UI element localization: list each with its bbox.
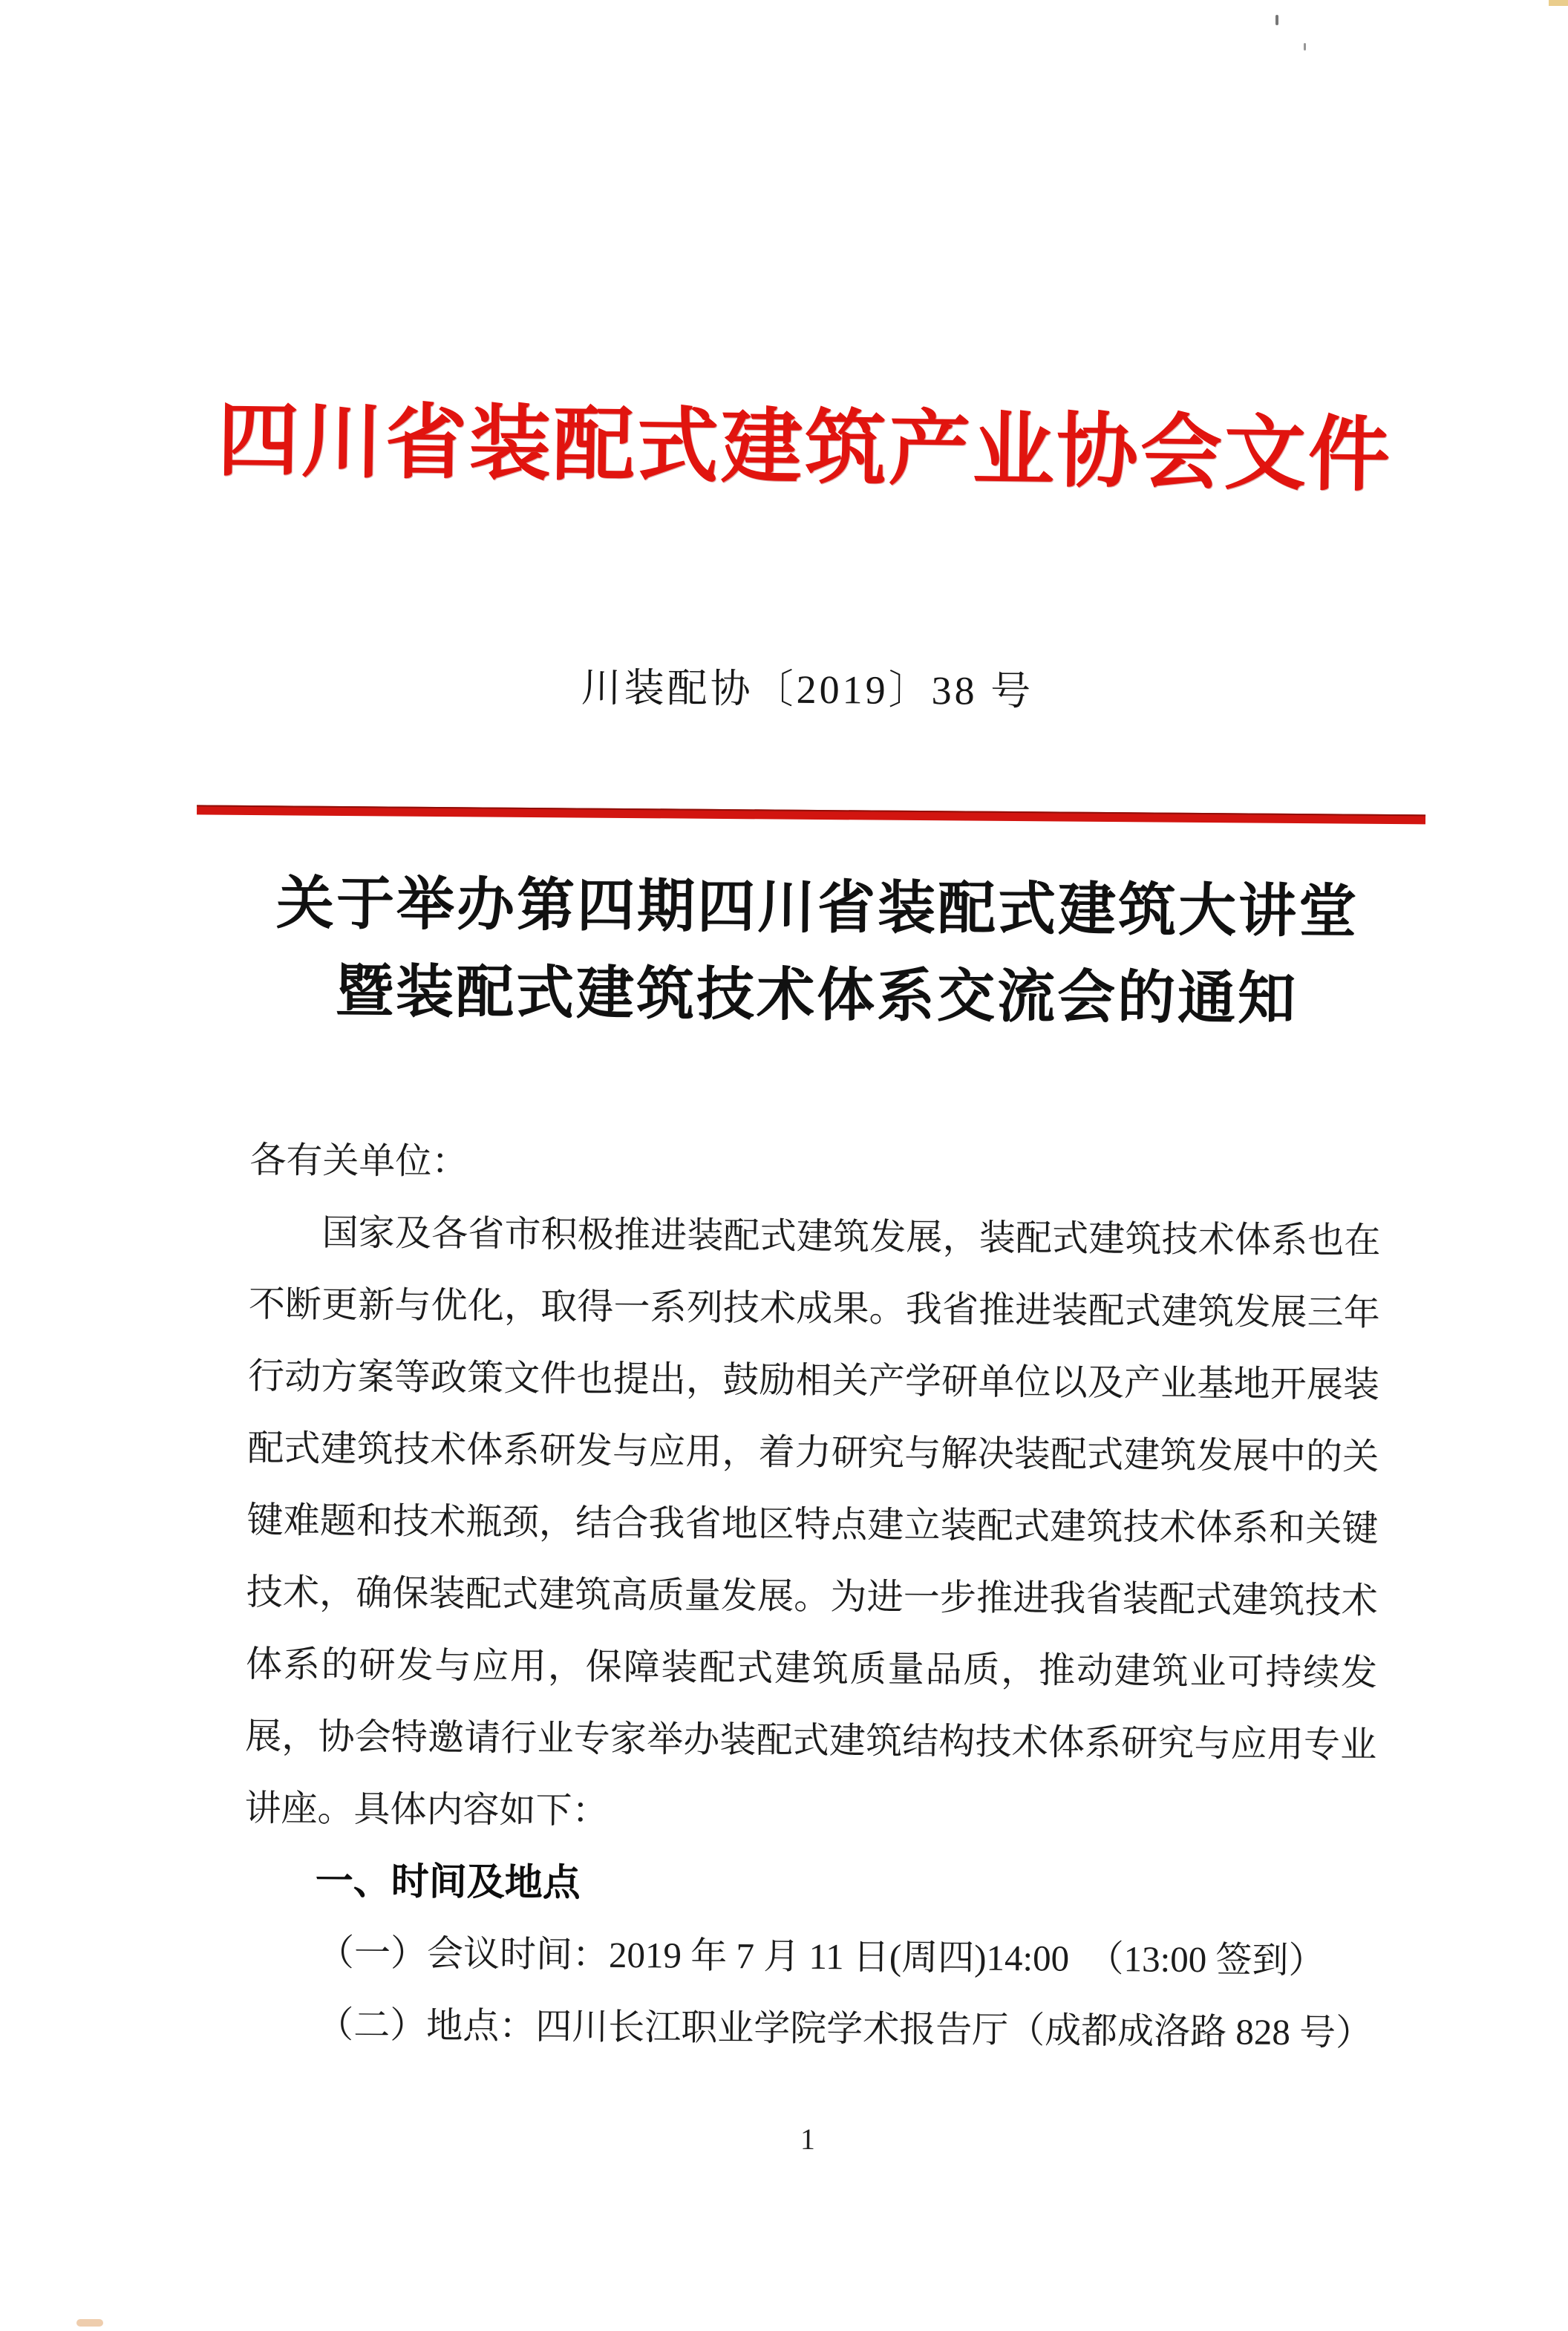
letterhead-org-title: 四川省装配式建筑产业协会文件 [217, 395, 1393, 502]
meeting-location-item: （二）地点：四川长江职业学院学术报告厅（成都成洛路 828 号） [317, 2004, 1373, 2053]
page-number: 1 [800, 2122, 816, 2157]
document-title-line1: 关于举办第四期四川省装配式建筑大讲堂 [275, 871, 1359, 944]
document-number: 川装配协〔2019〕38 号 [581, 665, 1034, 714]
red-divider-line [197, 805, 1425, 824]
document-title-line2: 暨装配式建筑技术体系交流会的通知 [335, 958, 1298, 1032]
scan-corner-artifact [1549, 0, 1568, 6]
document-body [243, 1124, 1382, 2069]
meeting-time-item: （一）会议时间：2019 年 7 月 11 日(周四)14:00 （13:00 签到） [317, 1932, 1325, 1981]
scan-bottom-artifact [76, 2319, 103, 2327]
intro-paragraph: 国家及各省市积极推进装配式建筑发展，装配式建筑技术体系也在不断更新与优化，取得一系列技术成果。我省推进装配式建筑发展三年行动方案等政策文件也提出，鼓励相关产学研单位以及产业基地开展装配式建筑技术体系研发与应用，着力研究与解决装配式建筑发展中的关键难题和技术瓶颈，结合我省地区特点建立装配式建筑技术体系和关键技术，确保装配式建筑高质量发展。为进一步推进我省装配式建筑技术体系的研发与应用，保障装配式建筑质量品质，推动建筑业可持续发展，协会特邀请行业专家举办装配式建筑结构技术体系研究与应用专业讲座。具体内容如下： [244, 1212, 1381, 1831]
scan-speck-artifact [1275, 15, 1278, 25]
salutation: 各有关单位： [249, 1139, 468, 1183]
scan-speck-artifact [1304, 43, 1306, 50]
section-heading-time-and-location: 一、时间及地点 [315, 1859, 581, 1904]
document-title [251, 860, 1384, 1044]
